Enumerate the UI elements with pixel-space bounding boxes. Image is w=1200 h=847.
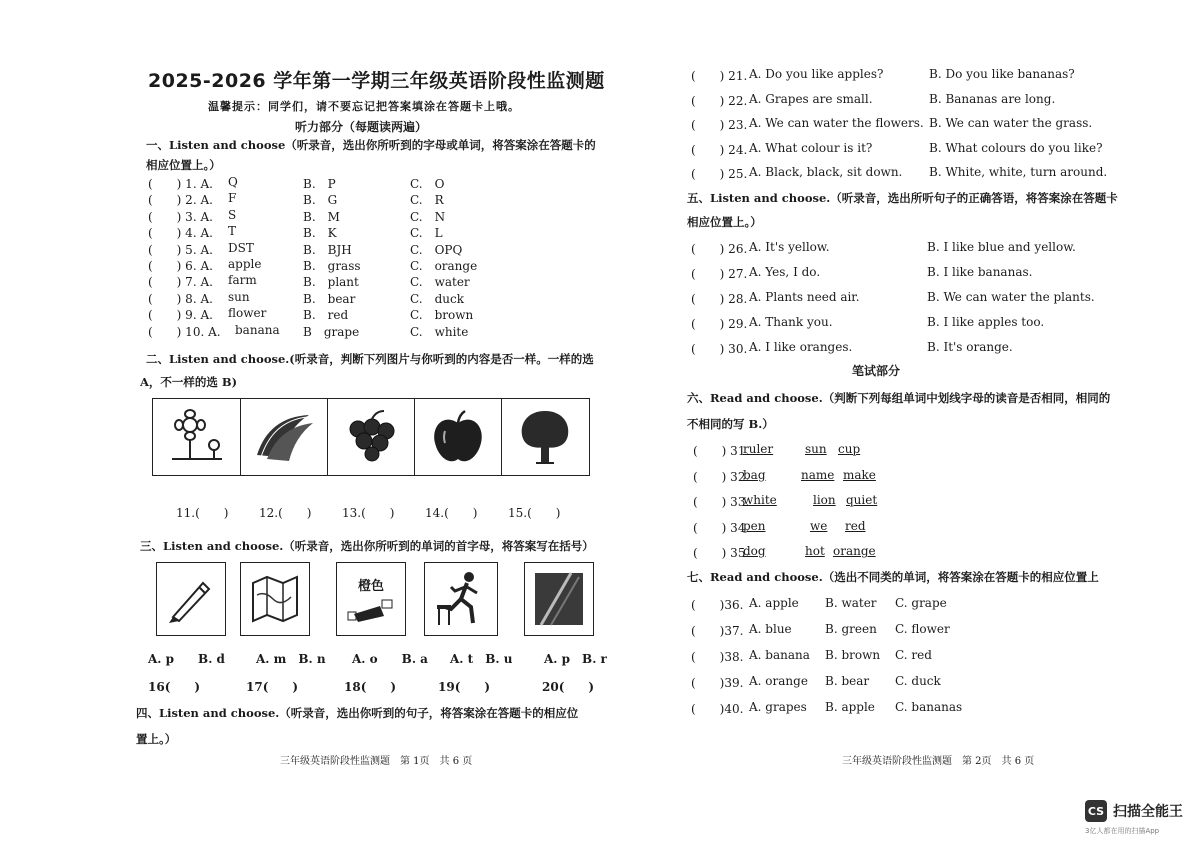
- phonics-word: hot: [805, 544, 825, 558]
- banana-icon: [249, 407, 319, 467]
- question-number: ( ) 31.: [693, 444, 750, 458]
- question-number: ( )37.: [691, 624, 744, 638]
- orange-color-picture: [336, 562, 406, 636]
- phonics-word: we: [810, 518, 828, 533]
- answer-bracket: 14.( ): [425, 506, 478, 520]
- initial-option: A. m B. n: [256, 652, 326, 666]
- question-number: ( ) 32.: [693, 469, 750, 484]
- scanner-brand-name: 扫描全能王: [1113, 804, 1183, 820]
- question-number: ( ) 27.: [691, 267, 748, 281]
- pen-icon: [163, 571, 219, 627]
- option-b: B. Do you like bananas?: [929, 67, 1075, 81]
- written-header: 笔试部分: [852, 364, 901, 378]
- option-c: C. OPQ: [410, 242, 463, 257]
- option-b: B. We can water the grass.: [929, 116, 1093, 130]
- option-c: C. orange: [410, 259, 478, 273]
- question-number: ( ) 4. A.: [148, 226, 213, 241]
- option-a: DST: [228, 240, 254, 255]
- option-a: banana: [235, 322, 280, 337]
- option-a: apple: [228, 257, 262, 271]
- option-b: B. grass: [303, 259, 361, 273]
- option-b: B. plant: [303, 275, 359, 290]
- question-number: ( ) 22.: [691, 93, 748, 108]
- question-number: ( ) 21.: [691, 69, 748, 83]
- question-number: ( ) 9. A.: [148, 308, 213, 323]
- question-number: ( ) 5. A.: [148, 242, 213, 257]
- option-c: C. water: [410, 275, 470, 290]
- option-a: A. Yes, I do.: [749, 265, 821, 279]
- option-c: C. white: [410, 324, 469, 339]
- grape-picture: [327, 399, 415, 475]
- option-a: A. apple: [749, 596, 799, 610]
- exam-tip: 温馨提示：同学们，请不要忘记把答案填涂在答题卡上哦。: [208, 100, 520, 113]
- flower-picture: [153, 399, 241, 475]
- section7-title: 七、Read and choose.（选出不同类的单词，将答案涂在答题卡的相应位置上: [687, 570, 1099, 584]
- phonics-word: white: [743, 493, 777, 507]
- phonics-word: sun: [805, 442, 827, 456]
- option-c: C. bananas: [895, 700, 963, 714]
- option-b: B grape: [303, 324, 360, 339]
- tree-picture: [501, 399, 589, 475]
- answer-bracket: 20( ): [542, 680, 595, 694]
- question-number: ( ) 28.: [691, 292, 748, 306]
- section1-title-cont: 相应位置上。）: [146, 158, 221, 172]
- initial-option: A. o B. a: [352, 652, 428, 666]
- question-number: ( )38.: [691, 650, 744, 664]
- option-a: A. banana: [749, 648, 810, 662]
- option-a: A. What colour is it?: [749, 140, 873, 155]
- option-a: flower: [228, 306, 267, 321]
- left-footer: 三年级英语阶段性监测题 第 1页 共 6 页: [280, 756, 473, 767]
- question-number: ( ) 3. A.: [148, 209, 213, 224]
- crayon-icon: [346, 594, 396, 624]
- option-b: B. P: [303, 177, 336, 191]
- phonics-word: bag: [743, 467, 766, 482]
- option-b: B. I like apples too.: [927, 315, 1045, 329]
- map-icon: [247, 571, 303, 627]
- option-a: A. Thank you.: [749, 315, 833, 329]
- phonics-word: red: [845, 518, 866, 533]
- phonics-word: cup: [838, 442, 861, 456]
- option-a: F: [228, 191, 237, 206]
- map-picture: [240, 562, 310, 636]
- option-a: A. We can water the flowers.: [749, 116, 924, 130]
- right-page: [685, 0, 1135, 780]
- right-footer: 三年级英语阶段性监测题 第 2页 共 6 页: [842, 756, 1035, 767]
- phonics-word: pen: [743, 518, 766, 533]
- answer-bracket: 18( ): [344, 680, 397, 694]
- option-a: T: [228, 224, 237, 239]
- apple-picture: [414, 399, 502, 475]
- option-c: C. R: [410, 193, 444, 208]
- grape-icon: [336, 407, 406, 467]
- running-person-icon: [431, 569, 491, 629]
- phonics-word: dog: [743, 544, 766, 558]
- answer-bracket: 15.( ): [508, 506, 561, 520]
- answer-bracket: 17( ): [246, 680, 299, 694]
- option-b: B. What colours do you like?: [929, 140, 1103, 155]
- phonics-word: ruler: [743, 442, 774, 456]
- phonics-word: quiet: [846, 493, 878, 507]
- option-b: B. G: [303, 193, 338, 208]
- section6-title: 六、Read and choose.（判断下列每组单词中划线字母的读音是否相同，相同的: [687, 391, 1111, 405]
- option-a: Q: [228, 175, 238, 189]
- question-number: ( ) 34.: [693, 520, 750, 535]
- option-b: B. water: [825, 596, 877, 610]
- tree-icon: [510, 407, 580, 467]
- section4-title-cont: 置上。）: [136, 732, 177, 746]
- section4-title: 四、Listen and choose.（听录音，选出你听到的句子，将答案涂在答题卡的相应位: [136, 706, 579, 720]
- run-picture: [424, 562, 498, 636]
- option-b: B. brown: [825, 648, 881, 662]
- orange-color-text: 橙色: [357, 578, 384, 594]
- scanner-brand-slogan: 3亿人都在用的扫描App: [1085, 827, 1160, 835]
- section2-picture-strip: [152, 398, 590, 476]
- option-b: B. green: [825, 622, 877, 636]
- flower-icon: [162, 407, 232, 467]
- option-a: A. Grapes are small.: [749, 91, 873, 106]
- option-b: B. I like blue and yellow.: [927, 240, 1076, 254]
- question-number: ( ) 35.: [693, 546, 750, 560]
- question-number: ( ) 29.: [691, 317, 748, 331]
- question-number: ( ) 23.: [691, 118, 748, 132]
- answer-bracket: 13.( ): [342, 506, 395, 520]
- option-c: C. O: [410, 177, 445, 191]
- answer-bracket: 11.( ): [176, 506, 229, 520]
- option-c: C. duck: [895, 674, 941, 688]
- question-number: ( ) 10. A.: [148, 324, 221, 339]
- option-a: A. Plants need air.: [749, 290, 860, 304]
- section2-title-cont: A，不一样的选 B): [140, 375, 238, 389]
- option-a: A. Black, black, sit down.: [749, 165, 903, 179]
- option-a: A. grapes: [749, 700, 807, 714]
- banana-picture: [240, 399, 328, 475]
- option-b: B. red: [303, 308, 349, 323]
- section5-title-cont: 相应位置上。）: [687, 215, 762, 229]
- option-a: farm: [228, 273, 257, 288]
- phonics-word: lion: [813, 493, 836, 507]
- question-number: ( ) 1. A.: [148, 177, 213, 191]
- question-number: ( ) 6. A.: [148, 259, 213, 273]
- question-number: ( )39.: [691, 676, 744, 690]
- option-a: sun: [228, 289, 250, 304]
- option-a: A. Do you like apples?: [749, 67, 884, 81]
- answer-bracket: 16( ): [148, 680, 201, 694]
- option-b: B. Bananas are long.: [929, 91, 1056, 106]
- option-b: B. I like bananas.: [927, 265, 1033, 279]
- option-c: C. L: [410, 226, 443, 241]
- option-b: B. BJH: [303, 242, 352, 257]
- option-c: C. duck: [410, 291, 464, 306]
- phonics-word: orange: [833, 544, 876, 558]
- answer-bracket: 19( ): [438, 680, 491, 694]
- option-b: B. We can water the plants.: [927, 290, 1095, 304]
- section5-title: 五、Listen and choose.（听录音，选出所听句子的正确答语，将答案涂在答题卡: [687, 191, 1118, 205]
- question-number: ( ) 8. A.: [148, 291, 213, 306]
- option-c: C. grape: [895, 596, 947, 610]
- road-picture: [524, 562, 594, 636]
- listening-header: 听力部分（每题读两遍）: [295, 120, 428, 134]
- question-number: ( ) 24.: [691, 142, 748, 157]
- section1-title: 一、Listen and choose（听录音，选出你所听到的字母或单词，将答案涂在答题卡的: [146, 138, 596, 152]
- option-a: A. blue: [749, 622, 792, 636]
- apple-icon: [423, 407, 493, 467]
- option-c: C. brown: [410, 308, 474, 323]
- question-number: ( ) 33.: [693, 495, 750, 509]
- section2-title: 二、Listen and choose.(听录音，判断下列图片与你听到的内容是否一样。一样的选: [146, 352, 594, 366]
- initial-option: A. p B. d: [148, 652, 225, 666]
- initial-option: A. p B. r: [544, 652, 607, 666]
- answer-bracket: 12.( ): [259, 506, 312, 520]
- option-a: S: [228, 207, 237, 222]
- question-number: ( ) 7. A.: [148, 275, 213, 290]
- question-number: ( ) 26.: [691, 242, 748, 256]
- option-a: A. It's yellow.: [749, 240, 830, 254]
- section3-title: 三、Listen and choose.（听录音，选出你所听到的单词的首字母，将答案写在括号）: [140, 539, 594, 553]
- question-number: ( ) 30.: [691, 342, 748, 356]
- option-b: B. bear: [825, 674, 870, 688]
- road-icon: [531, 569, 587, 629]
- question-number: ( )40.: [691, 702, 744, 716]
- option-b: B. M: [303, 209, 340, 224]
- option-b: B. White, white, turn around.: [929, 165, 1108, 179]
- option-a: A. I like oranges.: [749, 340, 853, 354]
- option-b: B. It's orange.: [927, 340, 1013, 354]
- question-number: ( ) 2. A.: [148, 193, 213, 208]
- left-page: [136, 0, 610, 780]
- pen-picture: [156, 562, 226, 636]
- option-b: B. apple: [825, 700, 875, 714]
- phonics-word: make: [843, 467, 876, 482]
- section6-title-cont: 不相同的写 B.）: [687, 417, 774, 431]
- question-number: ( )36.: [691, 598, 744, 612]
- option-b: B. K: [303, 226, 337, 241]
- option-b: B. bear: [303, 291, 356, 306]
- camscanner-logo-icon: CS: [1085, 800, 1107, 822]
- option-c: C. flower: [895, 622, 950, 636]
- initial-option: A. t B. u: [450, 652, 513, 666]
- option-c: C. red: [895, 648, 932, 662]
- question-number: ( ) 25.: [691, 167, 748, 181]
- option-a: A. orange: [749, 674, 808, 688]
- phonics-word: name: [801, 467, 835, 482]
- scanner-watermark: [1085, 800, 1183, 822]
- exam-title: 2025-2026 学年第一学期三年级英语阶段性监测题: [148, 70, 605, 92]
- option-c: C. N: [410, 209, 446, 224]
